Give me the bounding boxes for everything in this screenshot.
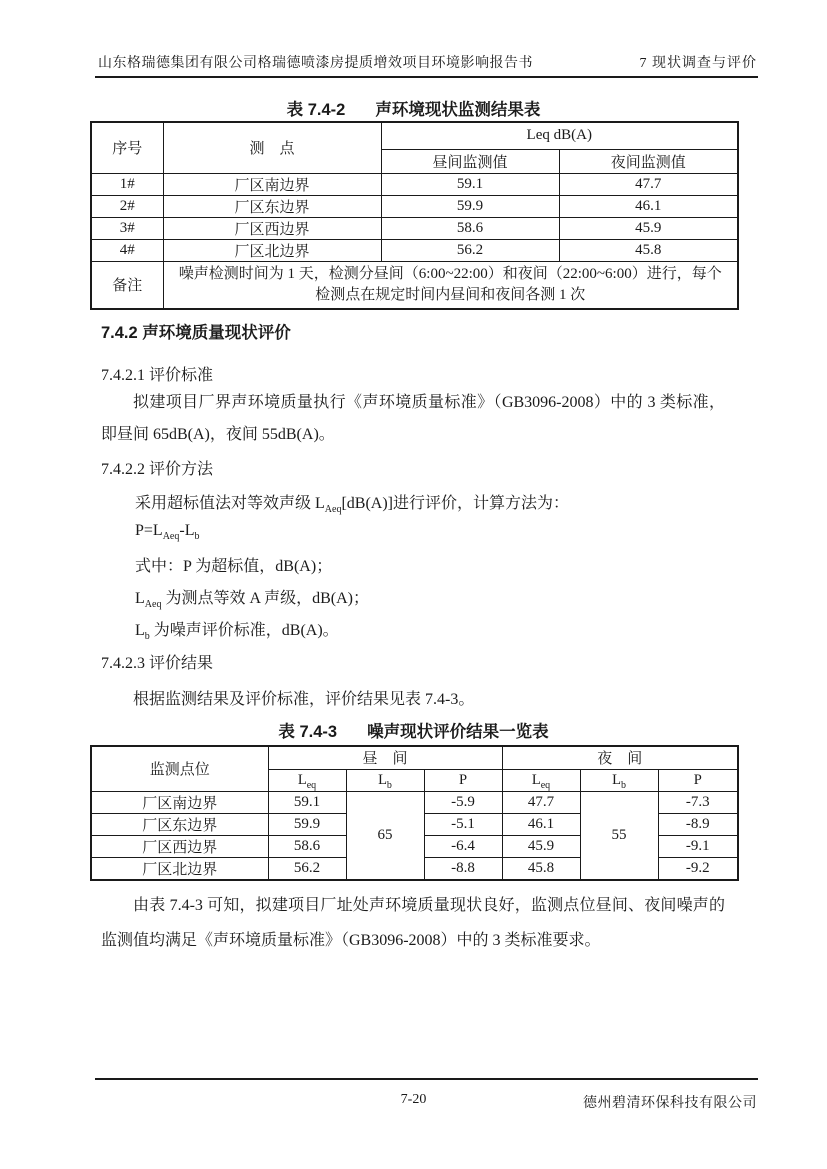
col-header-leq	[502, 769, 580, 791]
cell-day: 59.9	[381, 195, 559, 217]
col-header-index: 序号	[91, 122, 163, 173]
symbol-lb: L	[135, 622, 145, 639]
cell-day-p: -6.4	[424, 835, 502, 857]
cell-night-p: -7.3	[658, 791, 738, 813]
col-header-daytime: 昼 间	[268, 746, 502, 769]
cell-point: 厂区东边界	[163, 195, 381, 217]
footer-rule	[95, 1078, 758, 1080]
lb-base: L	[378, 771, 387, 788]
leq-base: L	[297, 771, 307, 788]
table2-caption	[90, 718, 737, 742]
cell-night-p: -8.9	[658, 813, 738, 835]
paragraph-standard: 拟建项目厂界声环境质量执行《声环境质量标准》（GB3096-2008）中的 3 类标准，即昼间 65dB(A)，夜间 55dB(A)。	[101, 394, 725, 443]
method-line-1-tail: [dB(A)]进行评价，计算方法为：	[341, 495, 569, 512]
table1-caption-title: 声环境现状监测结果表	[375, 101, 541, 119]
method-line-1	[135, 490, 569, 516]
heading-7422: 7.4.2.2 评价方法	[101, 461, 214, 478]
cell-night: 45.8	[559, 239, 738, 261]
method-line-5-tail: 为噪声评价标准，dB(A)。	[149, 622, 339, 639]
cell-point: 厂区北边界	[91, 857, 268, 880]
cell-night-leq: 45.9	[502, 835, 580, 857]
table-row	[91, 239, 738, 261]
cell-day-lb: 65	[346, 791, 424, 880]
noise-evaluation-table	[90, 745, 739, 881]
col-header-point: 监测点位	[91, 746, 268, 791]
header-doc-title: 山东格瑞德集团有限公司格瑞德喷漆房提质增效项目环境影响报告书	[98, 56, 533, 71]
col-header-day: 昼间监测值	[381, 149, 559, 173]
footer-page-number: 7-20	[400, 1092, 427, 1107]
cell-day-p: -5.1	[424, 813, 502, 835]
cell-index: 3#	[91, 217, 163, 239]
cell-point: 厂区北边界	[163, 239, 381, 261]
cell-day: 58.6	[381, 217, 559, 239]
subscript-eq: eq	[540, 779, 551, 791]
cell-night-leq: 46.1	[502, 813, 580, 835]
cell-index: 1#	[91, 173, 163, 195]
method-line-1-text: 采用超标值法对等效声级 L	[135, 495, 325, 512]
table-row	[91, 195, 738, 217]
cell-day-p: -5.9	[424, 791, 502, 813]
remark-label: 备注	[91, 261, 163, 309]
cell-point: 厂区南边界	[91, 791, 268, 813]
subscript-b: b	[144, 631, 150, 643]
header-rule	[95, 76, 758, 78]
table-row	[91, 217, 738, 239]
method-line-3: 式中：P 为超标值，dB(A)；	[135, 558, 333, 575]
table2-caption-title: 噪声现状评价结果一览表	[367, 723, 549, 741]
subscript-b: b	[620, 779, 626, 791]
table-row	[91, 173, 738, 195]
cell-night-p: -9.2	[658, 857, 738, 880]
cell-index: 4#	[91, 239, 163, 261]
table-remark-row	[91, 261, 738, 309]
symbol-laeq: L	[135, 590, 145, 607]
formula-line	[135, 522, 200, 543]
cell-point: 厂区南边界	[163, 173, 381, 195]
paragraph-conclusion: 由表 7.4-3 可知，拟建项目厂址处声环境质量现状良好，监测点位昼间、夜间噪声的监测值均满足《声环境质量标准》（GB3096-2008）中的 3 类标准要求。	[101, 897, 725, 949]
table1-caption	[90, 96, 737, 120]
header-chapter: 7 现状调查与评价	[639, 56, 757, 71]
subscript-aeq: Aeq	[144, 599, 162, 611]
col-header-p: P	[658, 769, 738, 791]
heading-742: 7.4.2 声环境质量现状评价	[101, 324, 291, 342]
remark-text: 噪声检测时间为 1 天，检测分昼间（6:00~22:00）和夜间（22:00~6:00）进行，每个检测点在规定时间内昼间和夜间各测 1 次	[163, 261, 738, 309]
col-header-leq: Leq dB(A)	[381, 122, 738, 149]
paragraph-result: 根据监测结果及评价标准，评价结果见表 7.4-3。	[133, 691, 475, 708]
table-row	[91, 791, 738, 813]
method-line-4	[135, 585, 370, 611]
table2-caption-label: 表 7.4-3	[278, 723, 338, 741]
col-header-p: P	[424, 769, 502, 791]
table-row	[91, 746, 738, 769]
col-header-point: 测 点	[163, 122, 381, 173]
subscript-aeq: Aeq	[162, 531, 180, 543]
table-row	[91, 122, 738, 149]
formula-part: P=L	[135, 522, 163, 539]
col-header-night: 夜间监测值	[559, 149, 738, 173]
cell-night-lb: 55	[580, 791, 658, 880]
cell-night-leq: 47.7	[502, 791, 580, 813]
col-header-lb	[580, 769, 658, 791]
heading-7423: 7.4.2.3 评价结果	[101, 655, 214, 672]
cell-night-p: -9.1	[658, 835, 738, 857]
cell-day: 56.2	[381, 239, 559, 261]
cell-night: 45.9	[559, 217, 738, 239]
leq-base: L	[531, 771, 541, 788]
cell-day-leq: 59.9	[268, 813, 346, 835]
noise-monitoring-table	[90, 121, 739, 310]
col-header-leq	[268, 769, 346, 791]
table1-caption-label: 表 7.4-2	[286, 101, 346, 119]
cell-point: 厂区西边界	[163, 217, 381, 239]
subscript-eq: eq	[306, 779, 317, 791]
cell-day-leq: 58.6	[268, 835, 346, 857]
col-header-lb	[346, 769, 424, 791]
cell-day-leq: 56.2	[268, 857, 346, 880]
subscript-b: b	[386, 779, 392, 791]
method-line-5	[135, 617, 339, 643]
cell-night: 46.1	[559, 195, 738, 217]
cell-index: 2#	[91, 195, 163, 217]
cell-night-leq: 45.8	[502, 857, 580, 880]
subscript-aeq: Aeq	[324, 504, 342, 516]
lb-base: L	[612, 771, 621, 788]
formula-part: -L	[179, 522, 195, 539]
cell-night: 47.7	[559, 173, 738, 195]
col-header-nighttime: 夜 间	[502, 746, 738, 769]
method-line-4-tail: 为测点等效 A 声级，dB(A)；	[161, 590, 370, 607]
footer-company: 德州碧清环保科技有限公司	[583, 1096, 757, 1111]
cell-day-leq: 59.1	[268, 791, 346, 813]
cell-day: 59.1	[381, 173, 559, 195]
cell-point: 厂区东边界	[91, 813, 268, 835]
cell-day-p: -8.8	[424, 857, 502, 880]
cell-point: 厂区西边界	[91, 835, 268, 857]
heading-7421: 7.4.2.1 评价标准	[101, 367, 214, 384]
subscript-b: b	[194, 531, 200, 543]
